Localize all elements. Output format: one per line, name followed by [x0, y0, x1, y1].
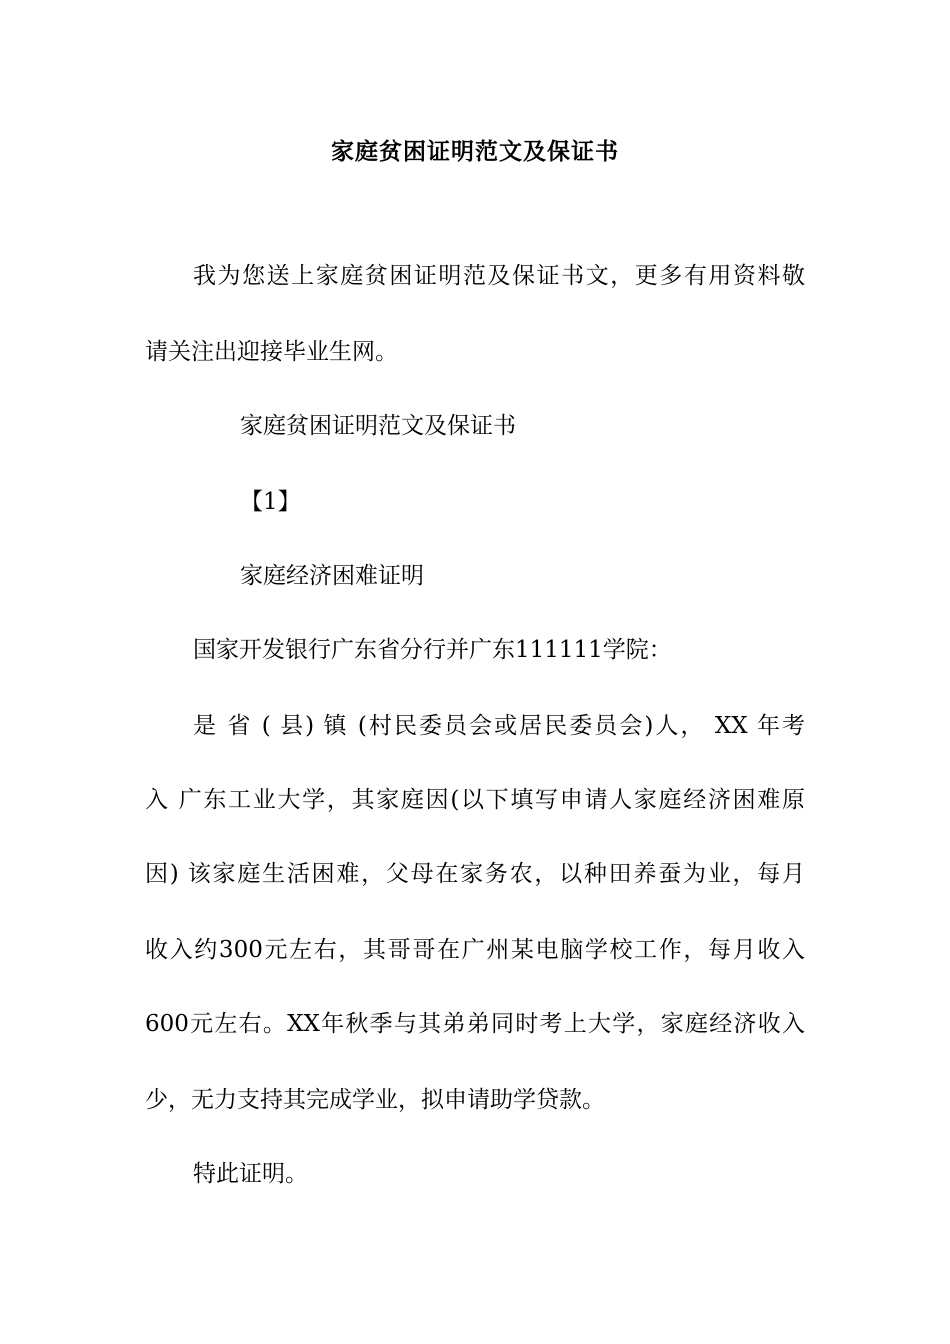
body-line-6: 少，无力支持其完成学业，拟申请助学贷款。	[145, 1087, 605, 1113]
certificate-heading: 家庭经济困难证明	[240, 563, 424, 589]
section-number: 【1】	[240, 489, 301, 515]
body-line-5: 600元左右。XX年秋季与其弟弟同时考上大学，家庭经济收入	[145, 1011, 805, 1037]
body-line-2: 入 广东工业大学，其家庭因(以下填写申请人家庭经济困难原	[145, 787, 805, 813]
intro-line-1: 我为您送上家庭贫困证明范及保证书文，更多有用资料敬	[193, 263, 805, 289]
intro-line-2: 请关注出迎接毕业生网。	[145, 339, 398, 365]
closing-line: 特此证明。	[193, 1161, 308, 1187]
body-line-3: 因) 该家庭生活困难，父母在家务农，以种田养蚕为业，每月	[145, 861, 805, 887]
addressee-line: 国家开发银行广东省分行并广东111111学院：	[193, 637, 672, 663]
body-line-1: 是 省 ( 县) 镇 (村民委员会或居民委员会)人， XX 年考	[193, 713, 805, 739]
body-line-4: 收入约300元左右，其哥哥在广州某电脑学校工作，每月收入	[145, 937, 805, 963]
document-title: 家庭贫困证明范文及保证书	[331, 138, 619, 165]
subtitle-line: 家庭贫困证明范文及保证书	[240, 413, 516, 439]
